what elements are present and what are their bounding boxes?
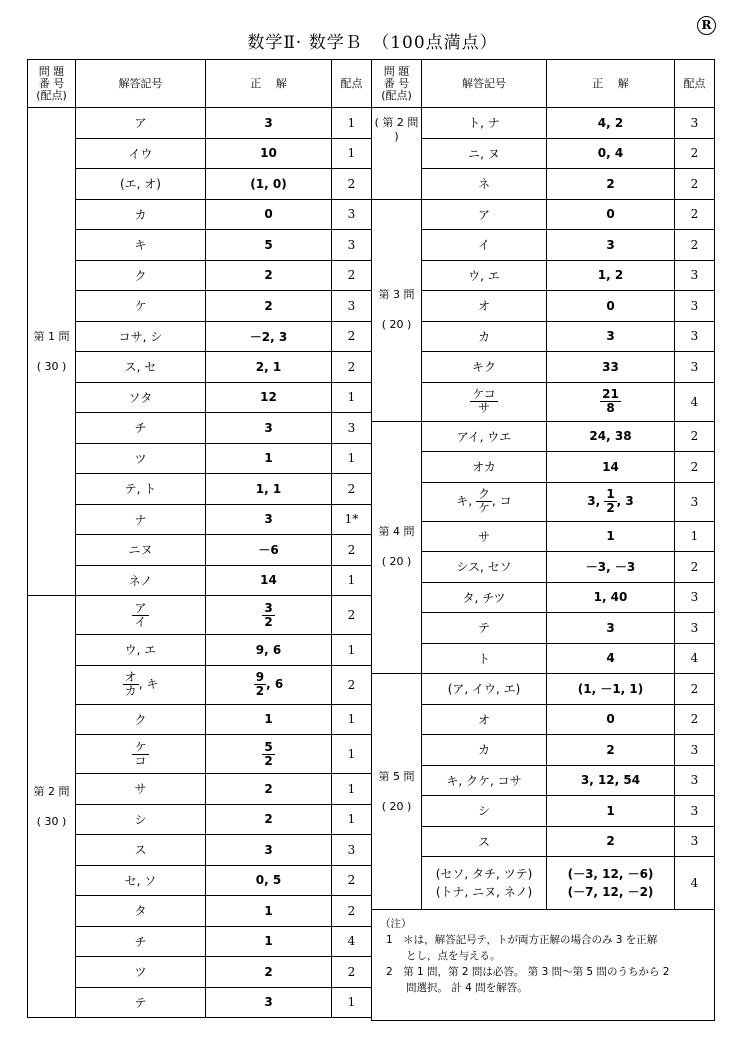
answer-points: 3 [675,613,715,644]
note-2-cont: 問選択。 計 4 問を解答。 [406,982,528,994]
table-row [372,582,715,613]
answer-symbol: チ [76,413,206,444]
answer-points: 1 [332,565,372,596]
right-answer-table [371,59,715,1021]
table-row [372,674,715,705]
answer-points: 1 [332,138,372,169]
section-label: 第 5 問 ( 20 ) [372,674,422,910]
answer-points: 2 [332,596,372,635]
page-title: 数学Ⅱ· 数学Ｂ （100点満点） [247,33,498,53]
header-points: 配点 [332,60,372,108]
answer-points: 2 [675,452,715,483]
answer-value: 1 [206,443,332,474]
table-row [372,199,715,230]
table-row [28,535,372,566]
answer-value: 2 [547,826,675,857]
answer-points: 2 [332,535,372,566]
answer-symbol: セ, ソ [76,865,206,896]
fraction: $\frac{\text{ア}}{\text{イ}}$ [134,600,147,629]
answer-points: 4 [675,382,715,421]
header-symbol: 解答記号 [422,60,547,108]
answer-value: 3 [547,230,675,261]
answer-points: 3 [332,835,372,866]
fraction: $\frac{\text{ク}}{\text{ケ}}$ [477,487,490,515]
answer-symbol: シ [422,796,547,827]
table-row [28,635,372,666]
answer-value: 1 [547,521,675,552]
answer-symbol: テ, ト [76,474,206,505]
table-row [372,735,715,766]
answer-value: 1, 40 [547,582,675,613]
table-row [28,896,372,927]
table-row [372,521,715,552]
table-row [28,957,372,988]
answer-symbol: ト [422,643,547,674]
answer-value: 1, 1 [206,474,332,505]
answer-value: 3 [547,613,675,644]
answer-symbol: アイ, ウエ [422,421,547,452]
section-label: ( 第 2 問 ) [372,108,422,200]
table-row [28,291,372,322]
answer-symbol [76,596,206,635]
answer-symbol: ツ [76,957,206,988]
answer-symbol: ソタ [76,382,206,413]
table-row [28,774,372,805]
answer-value: 0 [547,291,675,322]
notes-row [372,910,715,1021]
answer-points: 2 [675,421,715,452]
answer-symbol: キク [422,352,547,383]
answer-points: 3 [675,260,715,291]
table-row [28,138,372,169]
answer-points: 1 [332,108,372,139]
answer-symbol: ス [76,835,206,866]
answer-value: 1 [547,796,675,827]
table-row [28,835,372,866]
answer-value: －2, 3 [206,321,332,352]
answer-value: (1, 0) [206,169,332,200]
table-row [28,565,372,596]
answer-value: 9, 6 [206,635,332,666]
answer-value: 0, 4 [547,138,675,169]
answer-value: 2 [206,260,332,291]
answer-points: 2 [332,169,372,200]
table-row [372,108,715,139]
answer-value: 2 [206,291,332,322]
answer-symbol: シ [76,804,206,835]
table-row [28,987,372,1018]
answer-symbol: ニヌ [76,535,206,566]
answer-points: 2 [675,138,715,169]
answer-value: 4 [547,643,675,674]
answer-symbol: テ [422,613,547,644]
answer-value: 2 [206,957,332,988]
section-label: 第 4 問 ( 20 ) [372,421,422,674]
answer-value: 1 [206,926,332,957]
answer-symbol: サ [422,521,547,552]
note-1: 1 ＊は，解答記号テ，トが両方正解の場合のみ 3 を正解 [386,934,658,946]
answer-symbol: ケ [76,291,206,322]
answer-symbol: $\frac{\text{オ}}{\text{カ}}$ , キ [76,665,206,704]
answer-symbol: (セソ, タチ, ツテ) (トナ, ニヌ, ネノ) [422,857,547,910]
table-row [28,926,372,957]
answer-symbol: カ [76,199,206,230]
answer-value: 3, $\frac{1}{2}$ , 3 [547,482,675,521]
notes [372,910,715,1021]
answer-symbol: (ア, イウ, エ) [422,674,547,705]
header-points: 配点 [675,60,715,108]
fraction: $\frac{9}{2}$ [255,670,265,698]
notes-heading: （注） [380,918,412,930]
answer-symbol: ツ [76,443,206,474]
answer-value: 0 [547,199,675,230]
answer-symbol: (エ, オ) [76,169,206,200]
table-row [372,452,715,483]
answer-value: 14 [206,565,332,596]
table-row [372,613,715,644]
answer-symbol: ア [422,199,547,230]
fraction: $\frac{\text{オ}}{\text{カ}}$ [124,670,137,698]
answer-symbol: コサ, シ [76,321,206,352]
answer-symbol: オ [422,291,547,322]
answer-symbol: タ, チツ [422,582,547,613]
answer-value: 2, 1 [206,352,332,383]
answer-symbol: ニ, ヌ [422,138,547,169]
answer-points: 2 [675,199,715,230]
left-answer-table [27,59,372,1018]
answer-points: 3 [675,291,715,322]
answer-value: 0 [547,704,675,735]
table-row [372,321,715,352]
table-row [28,865,372,896]
answer-points: 1 [332,735,372,774]
answer-value: 3, 12, 54 [547,765,675,796]
section-label: 第 2 問 ( 30 ) [28,596,76,1018]
table-row [372,765,715,796]
answer-symbol: タ [76,896,206,927]
table-row [372,138,715,169]
answer-value: －3, －3 [547,552,675,583]
header-row [28,60,372,108]
answer-value: 1 [206,896,332,927]
answer-points: 3 [332,199,372,230]
header-section: 問 題 番 号 (配点) [372,60,422,108]
answer-symbol: カ [422,735,547,766]
table-row [28,474,372,505]
answer-value: 10 [206,138,332,169]
answer-symbol: キ [76,230,206,261]
table-row [28,352,372,383]
answer-points: 1 [332,987,372,1018]
answer-points: 2 [675,230,715,261]
fraction: $\frac{21}{8}$ [602,387,619,415]
answer-points: 4 [675,857,715,910]
answer-value: (1, －1, 1) [547,674,675,705]
table-row [372,482,715,521]
table-row [372,796,715,827]
answer-value: 12 [206,382,332,413]
answer-value: 3 [206,413,332,444]
answer-value: $\frac{9}{2}$ , 6 [206,665,332,704]
answer-value: 33 [547,352,675,383]
table-row [372,260,715,291]
answer-points: 4 [675,643,715,674]
answer-value: 14 [547,452,675,483]
answer-points: 3 [675,796,715,827]
answer-value: 2 [547,735,675,766]
answer-value: 24, 38 [547,421,675,452]
answer-symbol: オ [422,704,547,735]
table-row [28,504,372,535]
answer-value [206,735,332,774]
answer-value: 3 [206,987,332,1018]
header-answer: 正 解 [206,60,332,108]
answer-points: 3 [675,352,715,383]
answer-symbol [422,382,547,421]
answer-points: 2 [675,169,715,200]
table-row [28,596,372,635]
answer-symbol: ス, セ [76,352,206,383]
answer-points: 2 [675,704,715,735]
answer-symbol: ス [422,826,547,857]
answer-points: 2 [332,260,372,291]
answer-points: 3 [332,230,372,261]
answer-symbol: ネノ [76,565,206,596]
answer-symbol: ナ [76,504,206,535]
fraction: $\frac{\text{ケ}}{\text{コ}}$ [134,739,147,768]
answer-points: 3 [675,826,715,857]
answer-value: 2 [206,774,332,805]
answer-points: 2 [675,674,715,705]
table-row [372,643,715,674]
table-row [28,169,372,200]
table-row [372,704,715,735]
answer-symbol: テ [76,987,206,1018]
answer-value: 1 [206,704,332,735]
header-section: 問 題 番 号 (配点) [28,60,76,108]
answer-symbol: キ, クケ, コサ [422,765,547,796]
answer-symbol: ネ [422,169,547,200]
table-row [372,421,715,452]
answer-symbol: ア [76,108,206,139]
answer-points: 4 [332,926,372,957]
section-label: 第 3 問 ( 20 ) [372,199,422,421]
answer-value: 3 [206,835,332,866]
answer-value: 3 [206,108,332,139]
fraction: $\frac{5}{2}$ [264,739,273,768]
table-row [372,169,715,200]
answer-value: 5 [206,230,332,261]
answer-symbol: オカ [422,452,547,483]
table-row [28,321,372,352]
table-row [372,826,715,857]
answer-points: 2 [332,474,372,505]
answer-symbol: イウ [76,138,206,169]
answer-points: 3 [675,108,715,139]
header-symbol: 解答記号 [76,60,206,108]
table-row [28,230,372,261]
answer-points: 1 [675,521,715,552]
table-row [28,704,372,735]
answer-symbol: ウ, エ [422,260,547,291]
fraction: $\frac{3}{2}$ [264,600,273,629]
table-row [28,735,372,774]
answer-symbol: カ [422,321,547,352]
answer-symbol: イ [422,230,547,261]
section-label: 第 1 問 ( 30 ) [28,108,76,596]
table-row [372,291,715,322]
answer-value [547,382,675,421]
answer-points: 1 [332,635,372,666]
fraction: $\frac{\text{ケコ}}{\text{サ}}$ [472,387,496,415]
answer-value: 3 [206,504,332,535]
answer-value: (－3, 12, －6) (－7, 12, －2) [547,857,675,910]
answer-points: 1 [332,443,372,474]
note-1-cont: とし，点を与える。 [406,950,501,962]
answer-points: 1 [332,804,372,835]
answer-points: 2 [332,865,372,896]
answer-points: 3 [332,291,372,322]
answer-points: 2 [675,552,715,583]
table-row [372,352,715,383]
header-answer: 正 解 [547,60,675,108]
answer-value: 1, 2 [547,260,675,291]
answer-points: 3 [675,582,715,613]
answer-symbol: サ [76,774,206,805]
table-row [28,443,372,474]
answer-symbol [76,735,206,774]
answer-symbol: ト, ナ [422,108,547,139]
answer-points: 2 [332,665,372,704]
answer-points: 2 [332,352,372,383]
answer-symbol: シス, セソ [422,552,547,583]
answer-points: 1 [332,704,372,735]
answer-symbol: ク [76,260,206,291]
answer-points: 2 [332,321,372,352]
table-row [28,382,372,413]
answer-value: －6 [206,535,332,566]
answer-points: 2 [332,957,372,988]
answer-points: 3 [675,735,715,766]
table-row [28,804,372,835]
table-row [372,230,715,261]
answer-symbol: チ [76,926,206,957]
answer-value: 2 [547,169,675,200]
answer-value: 4, 2 [547,108,675,139]
answer-points: 1 [332,382,372,413]
answer-symbol: ク [76,704,206,735]
answer-points: 3 [332,413,372,444]
answer-value [206,596,332,635]
answer-points: 1* [332,504,372,535]
table-row [372,857,715,910]
answer-value: 3 [547,321,675,352]
answer-symbol: ウ, エ [76,635,206,666]
answer-symbol: キ, $\frac{\text{ク}}{\text{ケ}}$ , コ [422,482,547,521]
table-row [372,552,715,583]
registered-mark: R [697,16,716,35]
answer-points: 1 [332,774,372,805]
answer-value: 0 [206,199,332,230]
table-row [372,382,715,421]
answer-points: 3 [675,765,715,796]
table-row [28,413,372,444]
table-row [28,665,372,704]
answer-value: 2 [206,804,332,835]
table-row [28,260,372,291]
answer-points: 2 [332,896,372,927]
answer-points: 3 [675,321,715,352]
fraction: $\frac{1}{2}$ [606,487,615,515]
table-row [28,108,372,139]
header-row [372,60,715,108]
table-row [28,199,372,230]
note-2: 2 第 1 問，第 2 問は必答。 第 3 問～第 5 問のうちから 2 [386,966,670,978]
answer-points: 3 [675,482,715,521]
answer-value: 0, 5 [206,865,332,896]
